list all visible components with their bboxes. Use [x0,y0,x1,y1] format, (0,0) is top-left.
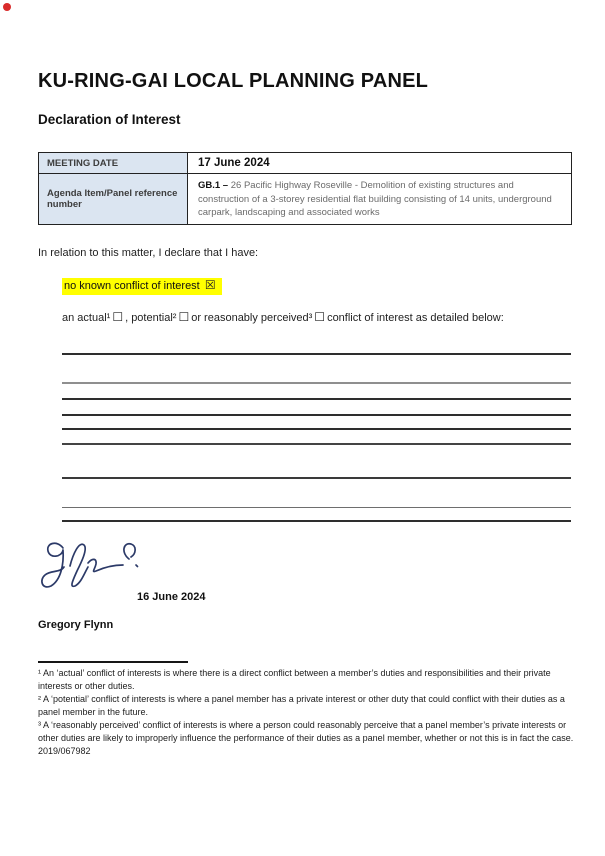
page-title: KU-RING-GAI LOCAL PLANNING PANEL [38,70,429,92]
meeting-info-table [38,152,572,225]
answer-line [62,428,571,430]
footnote-potential: ² A ‘potential’ conflict of interests is where a panel member has a private interest or other duty that could conflict with their duties as a panel member in the future. [38,694,565,717]
no-conflict-checkbox-checked-icon[interactable]: ☒ [204,278,216,292]
answer-line [62,414,571,416]
document-subtitle: Declaration of Interest [38,112,181,127]
perceived-checkbox-icon[interactable]: ☐ [314,310,326,324]
agenda-item-code: GB.1 – [198,180,229,191]
answer-line [62,443,571,445]
footnote-perceived: ³ A ‘reasonably perceived’ conflict of interests is where a person could reasonably perceive that a panel member’s private interests or other duties are likely to improperly influence the performance of their duties as a panel member, whether or not this is in fact the case. [38,720,574,743]
signature-date: 16 June 2024 [137,591,206,603]
potential-checkbox-icon[interactable]: ☐ [178,310,190,324]
answer-line [62,477,571,479]
footnote-separator [38,661,188,663]
actual-option-label: an actual¹ [62,312,111,324]
footnote-actual: ¹ An ‘actual’ conflict of interests is where there is a direct conflict between a member’s duties and responsibilities and their private interests or other duties. [38,668,551,691]
answer-line [62,507,571,508]
potential-option-label: , potential² [125,312,177,324]
signatory-name: Gregory Flynn [38,619,114,631]
declaration-intro: In relation to this matter, I declare that I have: [38,247,259,259]
meeting-date-row [39,153,572,174]
no-conflict-label: no known conflict of interest [64,280,200,292]
actual-checkbox-icon[interactable]: ☐ [112,310,124,324]
meeting-date-label: MEETING DATE [39,153,188,174]
answer-line [62,520,571,522]
agenda-item-description: 26 Pacific Highway Roseville - Demolition of existing structures and construction of a 3-storey residential flat building consisting of 14 units, underground carpark, landscaping and associated works [198,180,552,218]
agenda-item-label: Agenda Item/Panel reference number [39,174,188,225]
reference-number: 2019/067982 [38,746,91,756]
signature [36,536,141,598]
footnotes [38,667,576,758]
agenda-item-value [188,174,572,225]
no-conflict-highlight [62,278,222,295]
meeting-date-value: 17 June 2024 [188,153,572,174]
answer-line [62,353,571,355]
perceived-option-label: or reasonably perceived³ [191,312,313,324]
agenda-item-row [39,174,572,225]
conflict-options-line [62,310,504,324]
answer-line [62,382,571,384]
answer-line [62,398,571,400]
detail-option-label: conflict of interest as detailed below: [327,312,504,324]
record-indicator-dot [3,3,11,11]
no-conflict-option [62,278,222,292]
